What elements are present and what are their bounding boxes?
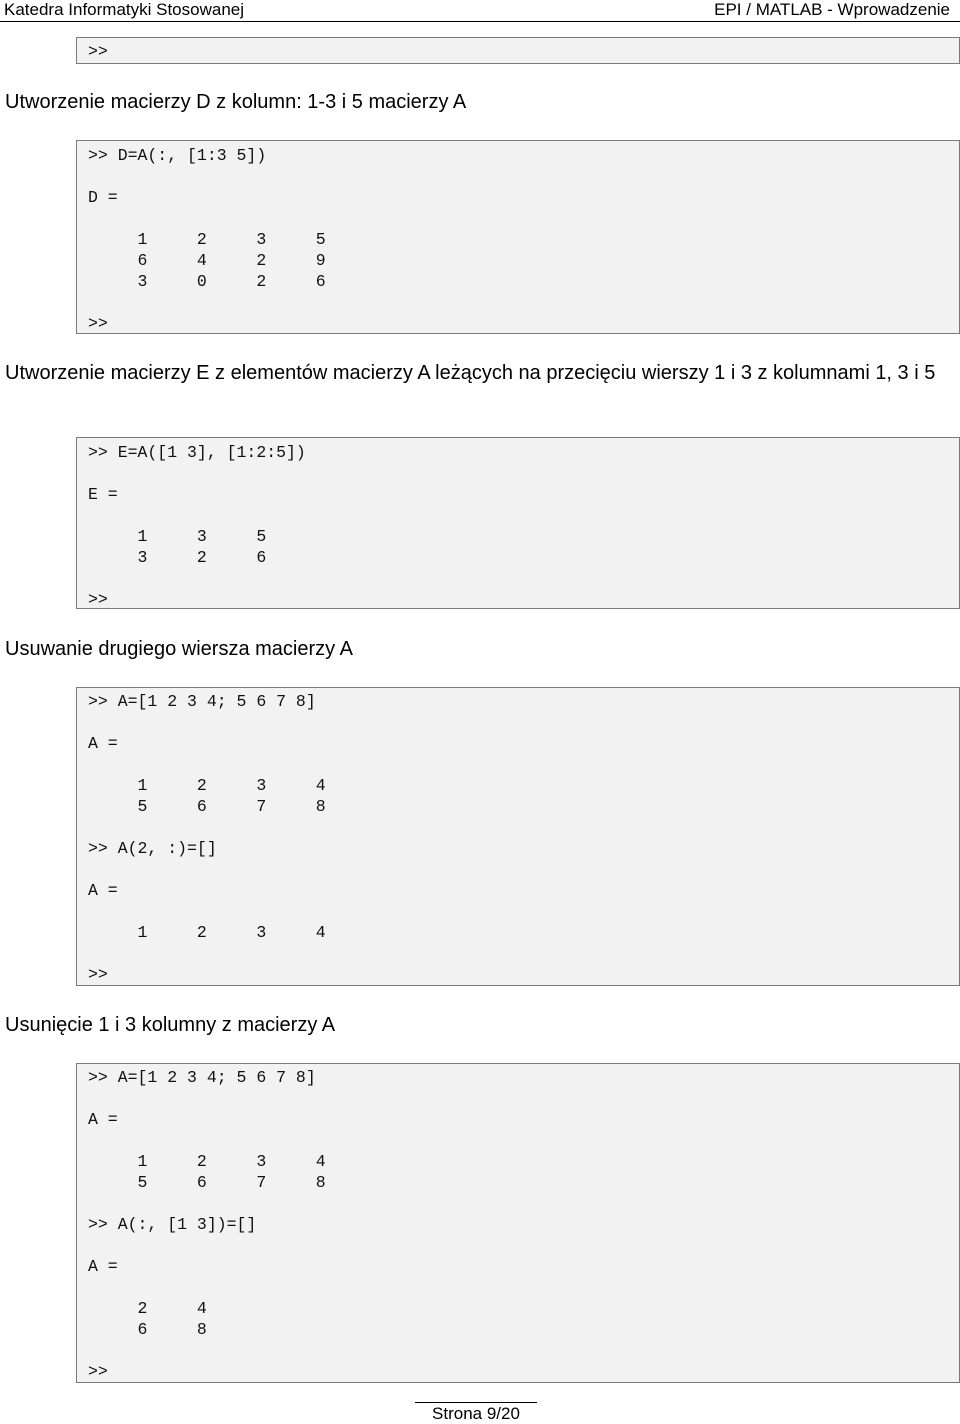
code-block-prompt: >> (76, 37, 960, 64)
code-block-matrix-e: >> E=A([1 3], [1:2:5]) E = 1 3 5 3 2 6 >> (76, 437, 960, 609)
code-block-remove-columns: >> A=[1 2 3 4; 5 6 7 8] A = 1 2 3 4 5 6 7 8 >> A(:, [1 3])=[] A = 2 4 6 8 >> (76, 1063, 960, 1383)
page-footer (0, 1402, 960, 1422)
section-heading-e: Utworzenie macierzy E z elementów macierzy A leżących na przecięciu wierszy 1 i 3 z kolumnami 1, 3 i 5 (5, 362, 936, 384)
header-department: Katedra Informatyki Stosowanej (4, 0, 245, 19)
code-block-remove-row: >> A=[1 2 3 4; 5 6 7 8] A = 1 2 3 4 5 6 7 8 >> A(2, :)=[] A = 1 2 3 4 >> (76, 687, 960, 986)
page-number: Strona 9/20 (432, 1404, 520, 1423)
section-heading-remove-columns: Usunięcie 1 i 3 kolumny z macierzy A (5, 1014, 336, 1036)
footer-rule (415, 1402, 537, 1403)
header-course-title: EPI / MATLAB - Wprowadzenie (714, 0, 950, 19)
page-header (0, 0, 960, 22)
code-block-matrix-d: >> D=A(:, [1:3 5]) D = 1 2 3 5 6 4 2 9 3 0 2 6 >> (76, 140, 960, 334)
section-heading-remove-row: Usuwanie drugiego wiersza macierzy A (5, 638, 353, 660)
section-heading-d: Utworzenie macierzy D z kolumn: 1-3 i 5 macierzy A (5, 91, 467, 113)
